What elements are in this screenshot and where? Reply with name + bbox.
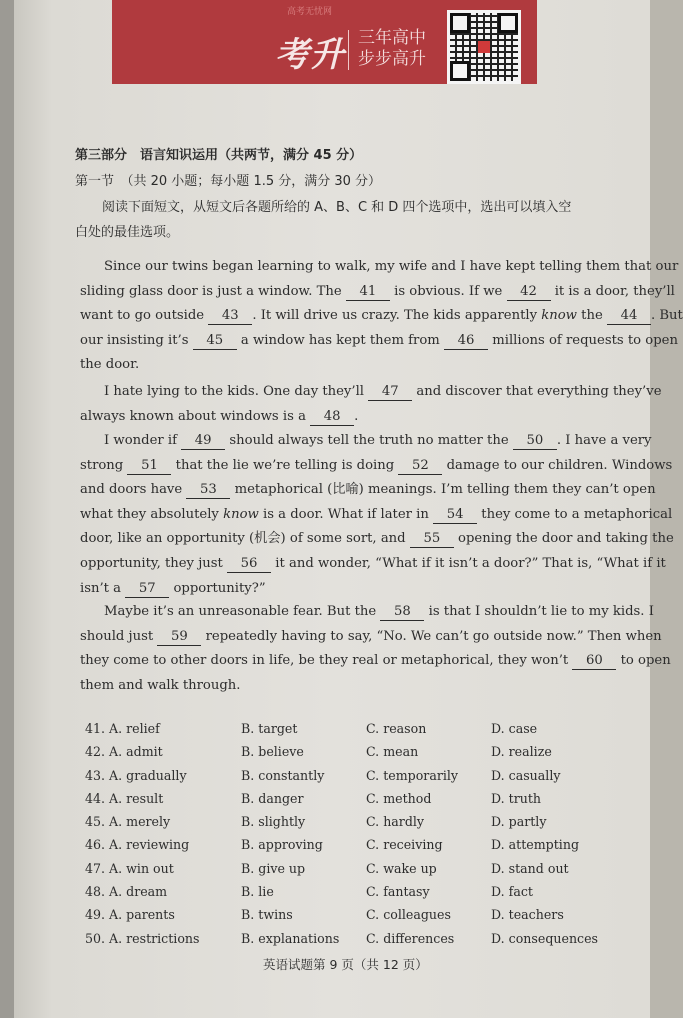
binding-edge — [0, 0, 14, 1018]
blank-52[interactable]: 52 — [398, 458, 442, 475]
blank-47[interactable]: 47 — [368, 384, 412, 401]
blank-57[interactable]: 57 — [125, 581, 169, 598]
blank-48[interactable]: 48 — [310, 409, 354, 426]
page-footer: 英语试题第 9 页（共 12 页） — [263, 957, 428, 972]
blank-51[interactable]: 51 — [127, 458, 171, 475]
blank-53[interactable]: 53 — [186, 482, 230, 499]
passage-paragraph-1: Since our twins began learning to walk, my wife and I have kept telling them that our sliding glass door is just a window. The 41 is obvious. If we 42 it is a door, they’ll want to go outside 43 . It will drive us crazy. The kids apparently know the 44 . But our insisting it’s 45 a window has kept them from 46 millions of requests to open the door. — [80, 259, 683, 373]
blank-43[interactable]: 43 — [208, 308, 252, 325]
blank-59[interactable]: 59 — [157, 629, 201, 646]
blank-49[interactable]: 49 — [181, 433, 225, 450]
blank-58[interactable]: 58 — [380, 604, 424, 621]
blank-56[interactable]: 56 — [227, 556, 271, 573]
blank-46[interactable]: 46 — [444, 333, 488, 350]
blank-45[interactable]: 45 — [193, 333, 237, 350]
blank-55[interactable]: 55 — [410, 531, 454, 548]
brand-logo: 考升 — [275, 35, 345, 75]
section-title: 第三部分 语言知识运用（共两节，满分 45 分） — [75, 148, 363, 163]
logo-divider — [348, 30, 349, 70]
blank-54[interactable]: 54 — [433, 507, 477, 524]
slogan — [358, 28, 426, 70]
banner-top-text: 高考无忧网 — [287, 7, 333, 17]
blank-44[interactable]: 44 — [607, 308, 651, 325]
slogan-line-2: 步步高升 — [358, 49, 426, 69]
passage-paragraph-4: Maybe it’s an unreasonable fear. But the 58 is that I shouldn’t lie to my kids. I should just 59 repeatedly having to say, “No. We can’t go outside now.” Then when they come to other doors in life, be they real or metaphorical, they won’t 60 to open them and walk through. — [80, 604, 671, 693]
blank-60[interactable]: 60 — [572, 653, 616, 670]
qr-code-icon — [447, 10, 521, 84]
passage-paragraph-3: I wonder if 49 should always tell the truth no matter the 50 . I have a very strong 51 that the lie we’re telling is doing 52 damage to our children. Windows and doors have 53 metaphorical (比喻) meanings. I’m telling them they can’t open what they absolutely know is a door. What if later in 54 they come to a metaphorical door, like an opportunity (机会) of some sort, and 55 opening the door and taking the opportunity, they just 56 it and wonder, “What if it isn’t a door?” That is, “What if it isn’t a 57 opportunity?” — [80, 433, 674, 596]
blank-42[interactable]: 42 — [507, 284, 551, 301]
instruction-line-1: 阅读下面短文，从短文后各题所给的 A、B、C 和 D 四个选项中，选出可以填入空 — [102, 200, 572, 215]
passage-paragraph-2: I hate lying to the kids. One day they’ll 47 and discover that everything they’ve always known about windows is a 48 . — [80, 384, 662, 424]
blank-41[interactable]: 41 — [346, 284, 390, 301]
promo-banner — [112, 0, 537, 84]
blank-50[interactable]: 50 — [513, 433, 557, 450]
slogan-line-1: 三年高中 — [358, 28, 426, 48]
subsection-title: 第一节 （共 20 小题；每小题 1.5 分，满分 30 分） — [75, 174, 382, 189]
instruction-line-2: 白处的最佳选项。 — [75, 225, 180, 240]
